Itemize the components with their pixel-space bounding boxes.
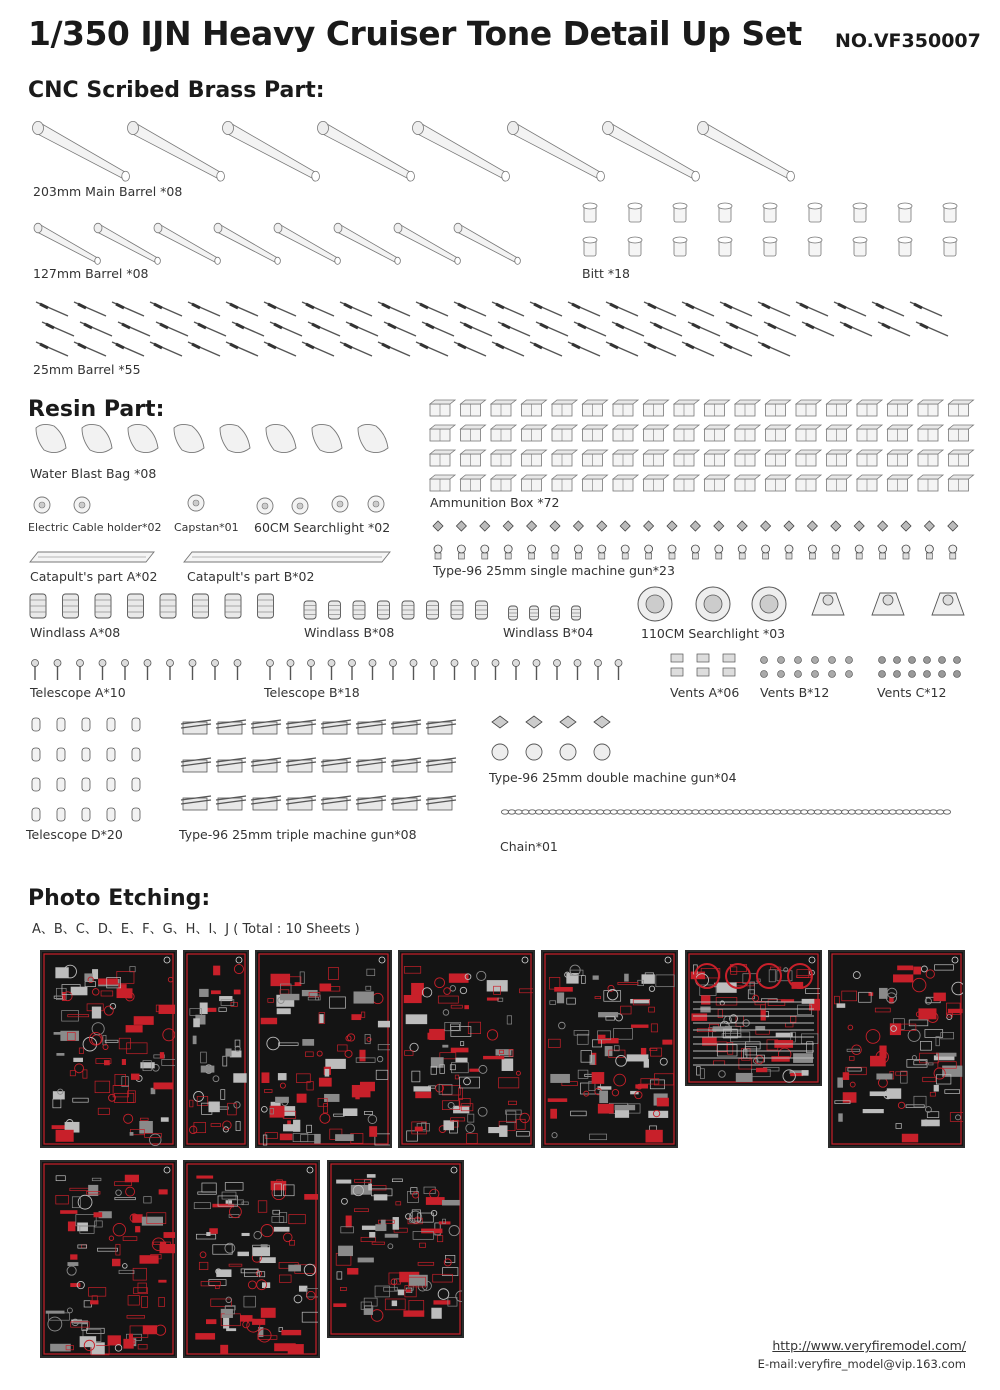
- label-telescope-a: Telescope A*10: [30, 685, 126, 700]
- pe-sheet-a: [40, 950, 177, 1148]
- label-25mm-barrel: 25mm Barrel *55: [33, 362, 141, 377]
- pe-sheet-b: [183, 950, 249, 1148]
- label-110cm-searchlight: 110CM Searchlight *03: [641, 626, 786, 641]
- product-code: NO.VF350007: [835, 30, 981, 52]
- triple-machine-guns: [181, 720, 456, 810]
- label-single-mg: Type-96 25mm single machine gun*23: [433, 563, 675, 578]
- section-photo-heading: Photo Etching:: [28, 886, 211, 911]
- barrels-127mm: [34, 223, 520, 264]
- label-double-mg: Type-96 25mm double machine gun*04: [489, 770, 737, 785]
- contact-email: E-mail:veryfire_model@vip.163.com: [757, 1357, 966, 1371]
- website-link[interactable]: http://www.veryfiremodel.com/: [772, 1338, 966, 1353]
- label-vents-a: Vents A*06: [670, 685, 740, 700]
- label-bitt: Bitt *18: [582, 266, 630, 281]
- telescopes: [32, 660, 623, 681]
- pe-sheet-f: [685, 950, 822, 1086]
- water-blast-bags: [36, 424, 388, 452]
- label-telescope-b: Telescope B*18: [264, 685, 360, 700]
- main-barrels: [33, 121, 795, 181]
- label-127mm-barrel: 127mm Barrel *08: [33, 266, 149, 281]
- label-electric-cable-holder: Electric Cable holder*02: [28, 521, 162, 534]
- chain: [501, 810, 950, 814]
- single-machine-guns: [433, 521, 958, 559]
- label-60cm-searchlight: 60CM Searchlight *02: [254, 520, 391, 535]
- section-brass-heading: CNC Scribed Brass Part:: [28, 78, 325, 103]
- label-catapult-a: Catapult's part A*02: [30, 569, 158, 584]
- label-chain: Chain*01: [500, 839, 558, 854]
- label-capstan: Capstan*01: [174, 521, 239, 534]
- section-resin-heading: Resin Part:: [28, 397, 165, 422]
- page-title: 1/350 IJN Heavy Cruiser Tone Detail Up Set: [28, 14, 802, 53]
- pe-sheet-e: [541, 950, 678, 1148]
- double-machine-guns: [492, 716, 610, 760]
- pe-sheet-i: [183, 1160, 320, 1358]
- windlasses: [30, 594, 581, 620]
- label-main-barrel: 203mm Main Barrel *08: [33, 184, 183, 199]
- label-vents-b: Vents B*12: [760, 685, 830, 700]
- vents: [671, 654, 961, 678]
- label-water-blast-bag: Water Blast Bag *08: [30, 466, 157, 481]
- photo-etching-sheets-note: A、B、C、D、E、F、G、H、I、J ( Total : 10 Sheets ): [32, 922, 360, 937]
- label-triple-mg: Type-96 25mm triple machine gun*08: [179, 827, 417, 842]
- ammunition-boxes: [430, 400, 974, 491]
- label-windlass-b8: Windlass B*08: [304, 625, 395, 640]
- pe-sheet-g: [828, 950, 965, 1148]
- barrels-25mm: [36, 302, 948, 356]
- label-catapult-b: Catapult's part B*02: [187, 569, 315, 584]
- label-windlass-b4: Windlass B*04: [503, 625, 594, 640]
- pe-sheet-d: [398, 950, 535, 1148]
- pe-sheet-j: [327, 1160, 464, 1338]
- catapult-parts: [30, 552, 390, 562]
- telescope-d-parts: [32, 718, 140, 821]
- resin-small-parts: [34, 495, 384, 514]
- label-vents-c: Vents C*12: [877, 685, 947, 700]
- label-windlass-a: Windlass A*08: [30, 625, 121, 640]
- bitts: [583, 203, 957, 256]
- pe-sheet-h: [40, 1160, 177, 1358]
- searchlights-110cm: [638, 587, 964, 621]
- label-ammunition-box: Ammunition Box *72: [430, 495, 560, 510]
- label-telescope-d: Telescope D*20: [26, 827, 123, 842]
- pe-sheet-c: [255, 950, 392, 1148]
